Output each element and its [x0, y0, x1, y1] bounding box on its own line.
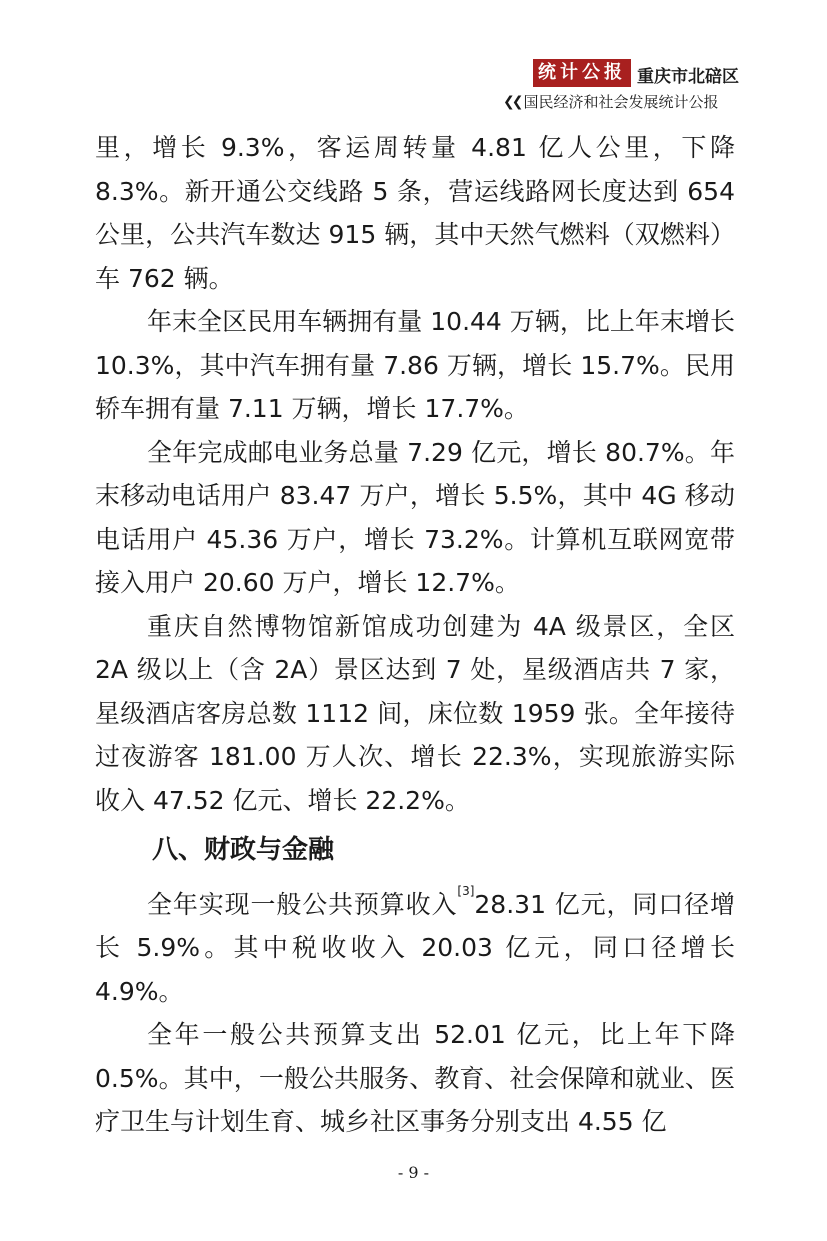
- footnote-ref[interactable]: [3]: [457, 883, 475, 898]
- paragraph-revenue: [95, 883, 735, 1014]
- paragraph-expenditure: 全年一般公共预算支出 52.01 亿元，比上年下降 0.5%。其中，一般公共服务、教育、社会保障和就业、医疗卫生与计划生育、城乡社区事务分别支出 4.55 亿: [95, 1020, 735, 1136]
- report-subtitle-row: [503, 91, 718, 112]
- revenue-text-start: 全年实现一般公共预算收入: [147, 889, 458, 919]
- report-subtitle: 国民经济和社会发展统计公报: [523, 93, 719, 111]
- paragraph-tourism: 重庆自然博物馆新馆成功创建为 4A 级景区，全区 2A 级以上（含 2A）景区达到 7 处，星级酒店共 7 家，星级酒店客房总数 1112 间，床位数 1959 张。全年接待过夜游客 181.00 万人次、增长 22.3%，实现旅游实际收入 47.52 亿元、增长 22.2%。: [95, 611, 735, 815]
- paragraph-transport: 里，增长 9.3%，客运周转量 4.81 亿人公里，下降 8.3%。新开通公交线路 5 条，营运线路网长度达到 654 公里，公共汽车数达 915 辆，其中天然气燃料（双燃料）车 762 辆。: [95, 133, 735, 293]
- double-chevron-left-icon: ❮❮: [503, 93, 521, 110]
- paragraph-vehicles: 年末全区民用车辆拥有量 10.44 万辆，比上年末增长 10.3%，其中汽车拥有量 7.86 万辆，增长 15.7%。民用轿车拥有量 7.11 万辆，增长 17.7%。: [95, 307, 736, 423]
- revenue-text-end: 28.31 亿元，同口径增长 5.9%。其中税收收入 20.03 亿元，同口径增长 4.9%。: [95, 889, 735, 1006]
- region-title: 重庆市北碚区: [637, 67, 739, 87]
- paragraph-telecom: 全年完成邮电业务总量 7.29 亿元，增长 80.7%。年末移动电话用户 83.47 万户，增长 5.5%，其中 4G 移动电话用户 45.36 万户，增长 73.2%。计算机互联网宽带接入用户 20.60 万户，增长 12.7%。: [95, 437, 735, 597]
- document-body: [95, 126, 735, 1144]
- section-heading-finance: 八、财政与金融: [152, 835, 335, 865]
- page-number: - 9 -: [397, 1163, 430, 1182]
- report-badge: 统计公报: [533, 59, 631, 87]
